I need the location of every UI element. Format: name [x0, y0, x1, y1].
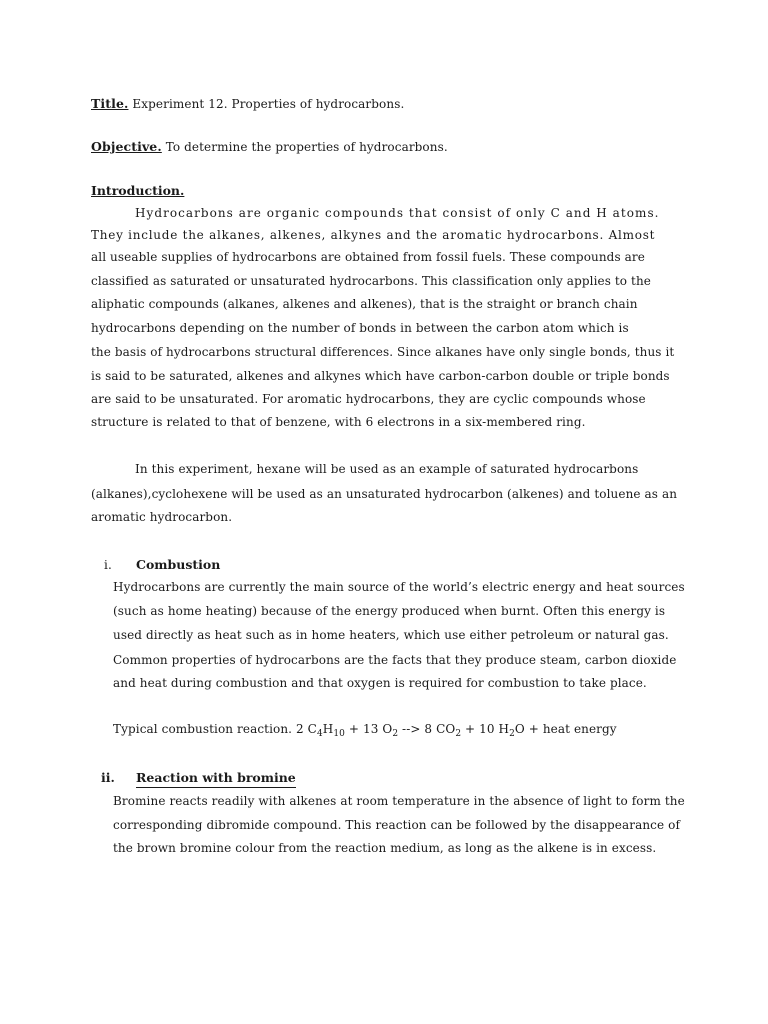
section-line: Hydrocarbons are currently the main source of the world’s electric energy and heat sources — [113, 580, 685, 594]
title-text: Experiment 12. Properties of hydrocarbons. — [132, 97, 405, 111]
intro-line: aromatic hydrocarbon. — [91, 510, 233, 524]
section-title-bromine: Reaction with bromine — [136, 770, 296, 788]
reaction-text: --> 8 CO — [398, 722, 456, 736]
section-line: (such as home heating) because of the energy produced when burnt. Often this energy is — [113, 604, 666, 618]
section-line: used directly as heat such as in home heaters, which use either petroleum or natural gas. — [113, 628, 669, 642]
reaction-text: O + heat energy — [514, 722, 617, 736]
objective-text: To determine the properties of hydrocarbons. — [165, 140, 448, 154]
section-line: the brown bromine colour from the reaction medium, as long as the alkene is in excess. — [113, 841, 657, 855]
intro-line: all useable supplies of hydrocarbons are obtained from fossil fuels. These compounds are — [91, 250, 645, 264]
intro-line: is said to be saturated, alkenes and alkynes which have carbon-carbon double or triple bonds — [91, 369, 670, 383]
reaction-subscript: 2 — [392, 729, 399, 739]
section-line: corresponding dibromide compound. This reaction can be followed by the disappearance of — [113, 818, 680, 832]
intro-line: aliphatic compounds (alkanes, alkenes and alkenes), that is the straight or branch chain — [91, 297, 638, 311]
section-line: Common properties of hydrocarbons are the facts that they produce steam, carbon dioxide — [113, 653, 677, 667]
section-title-combustion: Combustion — [136, 557, 221, 572]
intro-line: hydrocarbons depending on the number of bonds in between the carbon atom which is — [91, 321, 629, 335]
intro-line: (alkanes),cyclohexene will be used as an unsaturated hydrocarbon (alkenes) and toluene as an — [91, 487, 678, 501]
objective-label: Objective. — [91, 139, 162, 154]
title-label: Title. — [91, 96, 129, 111]
reaction-subscript: 2 — [455, 729, 462, 739]
section-number: i. — [104, 558, 112, 572]
reaction-subscript: 4 — [316, 729, 323, 739]
objective-line — [91, 139, 448, 154]
reaction-text: + 13 O — [345, 722, 393, 736]
title-line — [91, 96, 404, 111]
intro-line: They include the alkanes, alkenes, alkynes and the aromatic hydrocarbons. Almost — [91, 228, 656, 242]
reaction-subscript: 10 — [333, 729, 345, 739]
section-line: Bromine reacts readily with alkenes at room temperature in the absence of light to form the — [113, 794, 685, 808]
reaction-subscript: 2 — [509, 729, 515, 739]
intro-line: In this experiment, hexane will be used as an example of saturated hydrocarbons — [135, 462, 639, 476]
reaction-text: H — [322, 722, 334, 736]
intro-line: structure is related to that of benzene, with 6 electrons in a six-membered ring. — [91, 415, 586, 429]
intro-line: the basis of hydrocarbons structural differences. Since alkanes have only single bonds, thus it — [91, 345, 675, 359]
intro-line: classified as saturated or unsaturated hydrocarbons. This classification only applies to the — [91, 274, 651, 288]
reaction-text: Typical combustion reaction. 2 C — [113, 722, 317, 736]
intro-line: Hydrocarbons are organic compounds that consist of only C and H atoms. — [135, 206, 660, 220]
section-line: and heat during combustion and that oxygen is required for combustion to take place. — [113, 676, 647, 690]
section-number: ii. — [101, 770, 115, 785]
reaction-text: + 10 H — [461, 722, 510, 736]
combustion-reaction — [113, 722, 617, 739]
introduction-heading: Introduction. — [91, 183, 185, 198]
intro-line: are said to be unsaturated. For aromatic hydrocarbons, they are cyclic compounds whose — [91, 392, 646, 406]
